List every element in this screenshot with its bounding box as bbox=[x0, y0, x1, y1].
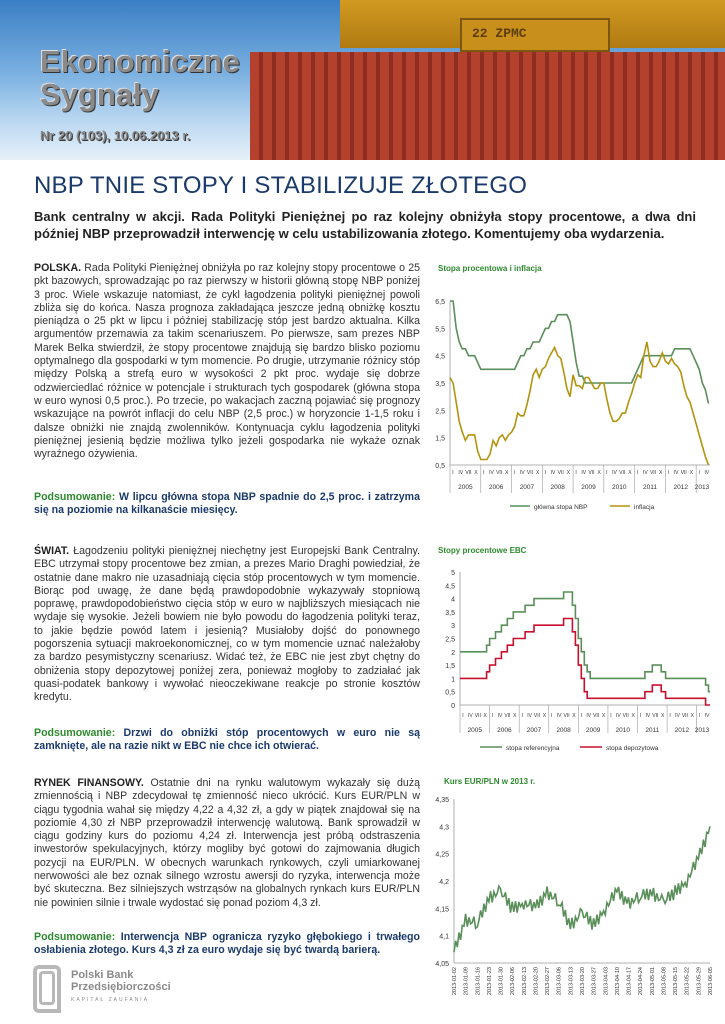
y-tick-label: 3,5 bbox=[445, 609, 455, 617]
chart-title: Stopa procentowa i inflacja bbox=[438, 264, 542, 273]
chart-eurpln bbox=[430, 773, 715, 1024]
year-label: 2013 bbox=[694, 484, 710, 491]
x-tick-label: 2013-04-24 bbox=[638, 967, 645, 996]
x-tick-label: 2013-04-10 bbox=[614, 967, 621, 996]
x-tick-label: VII bbox=[649, 470, 657, 476]
year-label: 2007 bbox=[526, 727, 542, 734]
x-tick-label: IV bbox=[675, 713, 680, 719]
summary-key: Podsumowanie: bbox=[34, 491, 116, 503]
publication-title-line2: Sygnały bbox=[40, 77, 159, 112]
section-text: Rada Polityki Pieniężnej obniżyła po raz kolejny stopy procentowe o 25 pkt bazowych, sprowadzając po raz pierwszy w historii główną stopę NBP poniżej 3 proc. Wiele wskazuje natomiast, że cykl łagodzenia polityki pieniężnej powoli zbliża się do końca. Nasza prognoza zakładająca jeszcze jedną obniżkę kosztu pieniądza o 25 pkt w lipcu i później stabilizację stóp jest bardzo aktualna. Kilka argumentów przemawia za takim scenariuszem. Po pierwsze, sam prezes NBP Marek Belka stwierdził, że stopy procentowe znajdują się bardzo blisko poziomu optymalnego dla gospodarki w tym momencie. Po drugie, utrzymanie różnicy stóp między Polską a strefą euro w wysokości 2 pkt proc. wydaje się dobrze odzwierciedlać różnice w potencjale i strukturach tych gospodarek (główna stopa w euro wynosi 0,5 proc.). Po trzecie, po wakacjach zaczną pojawiać się prognozy wskazujące na powrót inflacji do celu NBP (2,5 proc.) w horyzoncie 1-1,5 roku i dalsze obniżki nie znajdą zwolenników. Kontynuacja cyklu łagodzenia polityki pieniężnej jesienią będzie możliwa tylko jeżeli gospodarka nie wykaże oznak wyraźnego ożywienia. bbox=[34, 262, 420, 461]
x-tick-label: VII bbox=[474, 713, 481, 719]
x-tick-label: IV bbox=[527, 713, 532, 719]
bank-name-line2: Przedsiębiorczości bbox=[71, 981, 171, 993]
chart-nbp-rate-inflation bbox=[430, 260, 715, 520]
legend-label: stopa referencyjna bbox=[506, 745, 560, 752]
article-title: NBP TNIE STOPY I STABILIZUJE ZŁOTEGO bbox=[34, 172, 528, 199]
year-label: 2010 bbox=[611, 484, 627, 491]
x-tick-label: I bbox=[491, 713, 494, 719]
x-tick-label: IV bbox=[468, 713, 473, 719]
x-tick-label: I bbox=[610, 713, 612, 719]
x-tick-label: X bbox=[535, 470, 540, 476]
y-tick-label: 4 bbox=[451, 596, 455, 604]
x-tick-label: 2013-03-13 bbox=[568, 967, 575, 996]
y-tick-label: 4,5 bbox=[435, 353, 445, 361]
x-tick-label: 2013-06-05 bbox=[708, 967, 714, 996]
year-label: 2006 bbox=[497, 727, 512, 734]
y-tick-label: 1,5 bbox=[445, 663, 455, 671]
x-tick-label: VII bbox=[504, 713, 511, 719]
x-tick-label: 2013-01-09 bbox=[463, 967, 470, 996]
x-tick-label: I bbox=[698, 713, 701, 719]
x-tick-label: I bbox=[636, 470, 639, 476]
x-tick-label: 2013-04-17 bbox=[626, 967, 633, 996]
chart-title: Stopy procentowe EBC bbox=[438, 546, 527, 555]
x-tick-label: 2013-02-27 bbox=[545, 967, 552, 996]
chart-title: Kurs EUR/PLN w 2013 r. bbox=[444, 777, 536, 786]
publication-title-line1: Ekonomiczne bbox=[40, 44, 240, 79]
x-tick-label: IV bbox=[550, 470, 556, 476]
x-tick-label: X bbox=[689, 470, 694, 476]
y-tick-label: 5,5 bbox=[435, 326, 445, 334]
x-tick-label: I bbox=[521, 713, 523, 719]
x-tick-label: I bbox=[544, 470, 547, 476]
x-tick-label: I bbox=[580, 713, 583, 719]
masthead-banner bbox=[0, 0, 725, 160]
article-lead: Bank centralny w akcji. Rada Polityki Pieniężnej po raz kolejny obniżyła stopy procentowe, a dwa dni później NBP przeprowadził interwencję w celu ustabilizowania złotego. Komentujemy oba wydarzenia. bbox=[34, 209, 696, 241]
x-tick-label: I bbox=[575, 470, 577, 476]
section-label: ŚWIAT. bbox=[34, 545, 70, 557]
year-label: 2008 bbox=[550, 484, 565, 491]
x-tick-label: X bbox=[566, 470, 571, 476]
section-label: POLSKA. bbox=[34, 262, 82, 274]
x-tick-label: I bbox=[513, 470, 516, 476]
year-label: 2010 bbox=[615, 727, 630, 734]
x-tick-label: IV bbox=[497, 713, 503, 719]
x-tick-label: X bbox=[631, 713, 635, 719]
bank-logo bbox=[33, 965, 233, 1017]
y-tick-label: 4,25 bbox=[435, 851, 449, 859]
x-tick-label: I bbox=[483, 470, 485, 476]
x-tick-label: I bbox=[698, 470, 700, 476]
series-line bbox=[450, 342, 709, 465]
y-tick-label: 2 bbox=[451, 649, 455, 657]
year-label: 2005 bbox=[467, 727, 483, 734]
year-label: 2012 bbox=[674, 727, 690, 734]
x-tick-label: X bbox=[597, 470, 601, 476]
x-tick-label: IV bbox=[556, 713, 562, 719]
x-tick-label: VII bbox=[588, 470, 595, 476]
x-tick-label: IV bbox=[615, 713, 621, 719]
x-tick-label: 2013-04-03 bbox=[603, 967, 610, 996]
x-tick-label: VII bbox=[619, 470, 626, 476]
section-label: RYNEK FINANSOWY. bbox=[34, 777, 144, 789]
x-tick-label: VII bbox=[593, 713, 600, 719]
legend-label: główna stopa NBP bbox=[534, 504, 588, 511]
summary-text: W lipcu główna stopa NBP spadnie do 2,5 proc. i zatrzyma się na poziomie na kilkanaście miesięcy. bbox=[34, 491, 420, 517]
x-tick-label: 2013-03-06 bbox=[556, 967, 563, 996]
y-tick-label: 4,1 bbox=[439, 933, 449, 941]
bank-tagline: KAPITAŁ ZAUFANIA bbox=[71, 997, 150, 1003]
x-tick-label: 2013-05-01 bbox=[649, 967, 656, 996]
year-label: 2012 bbox=[673, 484, 689, 491]
x-tick-label: X bbox=[474, 470, 478, 476]
x-tick-label: 2013-01-30 bbox=[498, 967, 505, 996]
x-tick-label: 2013-05-15 bbox=[673, 967, 680, 996]
x-tick-label: IV bbox=[458, 470, 464, 476]
section-text: Ostatnie dni na rynku walutowym wykazały się dużą zmiennością i NBP zdecydował tę zmienność nieco ukrócić. Kurs EUR/PLN w ciągu tygodnia wahał się między 4,22 a 4,32 zł, a gdy w piątek znajdował się na poziomie 4,30 zł NBP przeprowadził interwencję walutową. Bank sprowadził w ciągu godziny kurs do poziomu 4,24 zł. Interwencja jest próbą odstraszenia inwestorów spekulacyjnych, którzy mogliby być gotowi do zajmowania długich pozycji na EUR/PLN. W obecnych warunkach rynkowych, czyli umiarkowanej nerwowości ale bez oznak silnego wzrostu awersji do ryzyka, interwencja może być skuteczna. Bez silniejszych wstrząsów na globalnych rynkach kurs EUR/PLN nie powinien silnie i trwale wydostać się ponad poziom 4,3 zł. bbox=[34, 777, 421, 909]
summary-financial-market bbox=[34, 931, 420, 958]
x-tick-label: 2013-02-06 bbox=[510, 967, 517, 996]
series-line bbox=[450, 301, 709, 404]
year-label: 2009 bbox=[581, 484, 596, 491]
section-financial-market bbox=[34, 777, 420, 910]
x-tick-label: 2013-05-08 bbox=[661, 967, 668, 996]
x-tick-label: IV bbox=[581, 470, 587, 476]
year-label: 2005 bbox=[458, 484, 473, 491]
x-tick-label: 2013-05-22 bbox=[684, 967, 691, 996]
x-tick-label: IV bbox=[489, 470, 494, 476]
x-tick-label: I bbox=[669, 713, 671, 719]
x-tick-label: I bbox=[551, 713, 553, 719]
y-tick-label: 2,5 bbox=[435, 408, 445, 416]
x-tick-label: I bbox=[639, 713, 642, 719]
year-label: 2008 bbox=[556, 727, 571, 734]
x-tick-label: I bbox=[462, 713, 464, 719]
x-tick-label: 2013-03-20 bbox=[580, 967, 586, 996]
x-tick-label: IV bbox=[704, 470, 710, 476]
y-tick-label: 2,5 bbox=[445, 636, 455, 644]
x-tick-label: I bbox=[606, 470, 608, 476]
bank-logo-inner-icon bbox=[39, 971, 55, 1005]
y-tick-label: 4,15 bbox=[435, 906, 449, 914]
x-tick-label: IV bbox=[586, 713, 592, 719]
x-tick-label: X bbox=[572, 713, 576, 719]
y-tick-label: 4,2 bbox=[439, 879, 449, 886]
x-tick-label: X bbox=[483, 713, 487, 719]
summary-text: Interwencja NBP ogranicza ryzyko głębokiego i trwałego osłabienia złotego. Kurs 4,3 zł za euro wydaje się być twardą barierą. bbox=[34, 931, 420, 957]
section-poland bbox=[34, 262, 420, 461]
x-tick-label: IV bbox=[673, 470, 679, 476]
section-world bbox=[34, 545, 420, 705]
x-tick-label: VII bbox=[557, 470, 564, 476]
cargo-container-image bbox=[250, 52, 725, 160]
x-tick-label: I bbox=[452, 470, 454, 476]
x-tick-label: 2013-02-13 bbox=[521, 967, 528, 996]
year-label: 2007 bbox=[519, 484, 535, 491]
x-tick-label: X bbox=[690, 713, 694, 719]
legend-label: inflacja bbox=[634, 504, 655, 511]
chart-ecb-rates bbox=[430, 543, 715, 758]
y-tick-label: 1 bbox=[451, 676, 455, 684]
summary-key: Podsumowanie: bbox=[34, 931, 116, 943]
x-tick-label: IV bbox=[612, 470, 617, 476]
y-tick-label: 6,5 bbox=[435, 299, 445, 306]
x-tick-label: VII bbox=[465, 470, 472, 476]
x-tick-label: VII bbox=[533, 713, 541, 719]
x-tick-label: 2013-03-27 bbox=[591, 967, 598, 996]
x-tick-label: X bbox=[601, 713, 606, 719]
y-tick-label: 0 bbox=[451, 703, 455, 710]
x-tick-label: VII bbox=[681, 713, 688, 719]
summary-text: Drzwi do obniżki stóp procentowych w euro nie są zamknięte, ale na razie nikt w EBC nie chce ich otwierać. bbox=[34, 727, 420, 753]
x-tick-label: X bbox=[542, 713, 547, 719]
x-tick-label: VII bbox=[563, 713, 570, 719]
year-label: 2013 bbox=[694, 727, 710, 734]
x-tick-label: X bbox=[661, 713, 665, 719]
x-tick-label: VII bbox=[680, 470, 687, 476]
x-tick-label: I bbox=[667, 470, 670, 476]
x-tick-label: X bbox=[628, 470, 632, 476]
x-tick-label: X bbox=[659, 470, 663, 476]
x-tick-label: IV bbox=[642, 470, 648, 476]
y-tick-label: 4,5 bbox=[445, 583, 455, 591]
x-tick-label: IV bbox=[704, 713, 710, 719]
x-tick-label: VII bbox=[526, 470, 533, 476]
x-tick-label: 2013-01-02 bbox=[452, 967, 458, 996]
summary-poland bbox=[34, 491, 420, 518]
summary-key: Podsumowanie: bbox=[34, 727, 116, 739]
summary-world bbox=[34, 727, 420, 754]
x-tick-label: VII bbox=[652, 713, 659, 719]
y-tick-label: 4,05 bbox=[435, 961, 449, 968]
x-tick-label: VII bbox=[496, 470, 503, 476]
x-tick-label: VII bbox=[622, 713, 629, 719]
y-tick-label: 4,3 bbox=[439, 824, 449, 832]
section-text: Łagodzeniu polityki pieniężnej niechętny jest Europejski Bank Centralny. EBC utrzymał stopy procentowe bez zmian, a prezes Mario Draghi powiedział, że ostatnie dane makro nie uzasadniają cięcia stóp procentowych w tym momencie. Biorąc pod uwagę, że dane będą prawdopodobnie wykazywały stopniową poprawę, prawdopodobieństwo cięcia stóp w euro w najbliższych miesiącach nie wydaje się wysokie. Jeżeli bowiem nie było powodu do łagodzenia polityki teraz, to jakie będzie powód latem i jesienią? Musiałoby dojść do ponownego pogorszenia sytuacji makroekonomicznej, co w tym momencie uznać należałoby za bardzo pesymistyczny scenariusz. Widać też, że EBC nie jest zbyt chętny do obniżenia stopy depozytowej poniżej zera, ponieważ mogłoby to zadziałać jak quasi-podatek bankowy i wywołać nieoczekiwane reakcje po stronie kosztów kredytu. bbox=[34, 545, 420, 704]
y-tick-label: 4,35 bbox=[435, 797, 449, 804]
series-line bbox=[454, 826, 710, 952]
y-tick-label: 3 bbox=[451, 623, 455, 631]
bank-name-line1: Polski Bank bbox=[71, 969, 134, 981]
x-tick-label: IV bbox=[645, 713, 651, 719]
x-tick-label: X bbox=[505, 470, 509, 476]
y-tick-label: 5 bbox=[451, 570, 455, 577]
year-label: 2011 bbox=[643, 484, 657, 491]
x-tick-label: 2013-01-16 bbox=[475, 967, 482, 996]
series-line bbox=[460, 592, 710, 692]
publication-title bbox=[40, 45, 240, 111]
y-tick-label: 0,5 bbox=[445, 689, 455, 697]
year-label: 2011 bbox=[645, 727, 660, 734]
y-tick-label: 3,5 bbox=[435, 381, 445, 388]
x-tick-label: X bbox=[513, 713, 517, 719]
y-tick-label: 1,5 bbox=[435, 435, 445, 443]
x-tick-label: 2013-02-20 bbox=[533, 967, 540, 996]
issue-number: Nr 20 (103), 10.06.2013 r. bbox=[40, 128, 191, 143]
year-label: 2009 bbox=[585, 727, 601, 734]
legend-label: stopa depozytowa bbox=[606, 745, 659, 752]
x-tick-label: IV bbox=[519, 470, 525, 476]
y-tick-label: 0,5 bbox=[435, 463, 445, 470]
x-tick-label: 2013-01-23 bbox=[486, 967, 493, 996]
x-tick-label: 2013-05-29 bbox=[696, 967, 703, 996]
crane-label: 22 ZPMC bbox=[472, 26, 527, 41]
year-label: 2006 bbox=[488, 484, 504, 491]
